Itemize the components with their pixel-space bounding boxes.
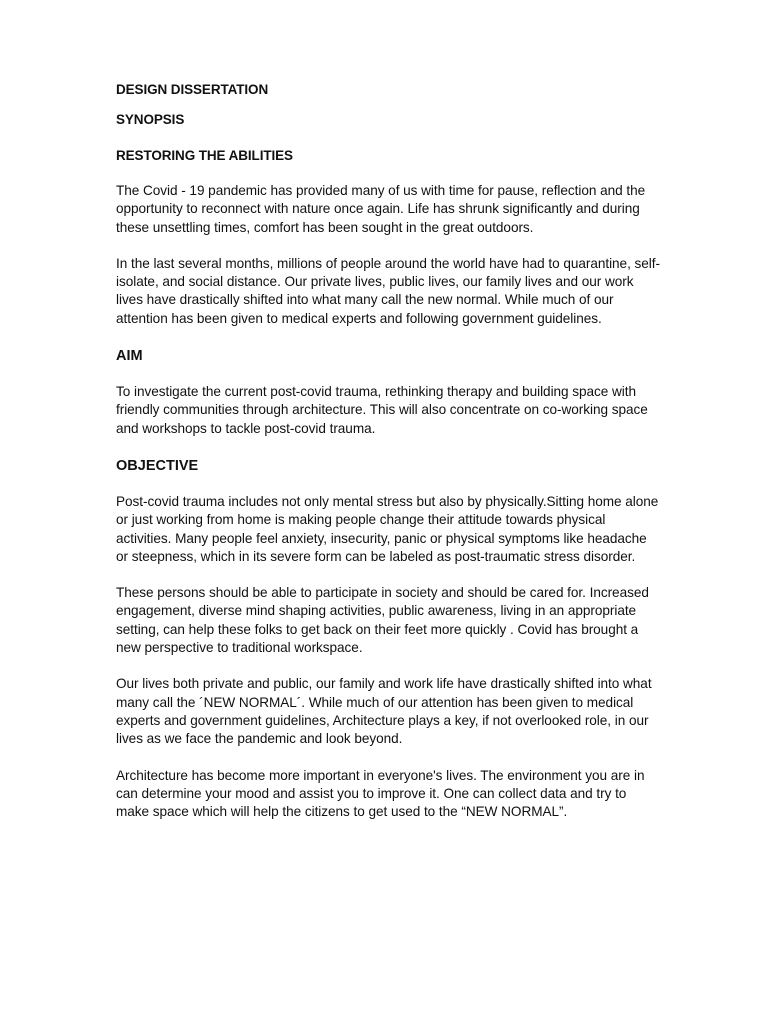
objective-paragraph: Post-covid trauma includes not only mental stress but also by physically.Sitting home alone or just working from home is making people change their attitude towards physical activities. Many people feel anxiety, insecurity, panic or physical symptoms like headache or steepness, which in its severe form can be labeled as post-traumatic stress disorder.	[116, 493, 659, 564]
aim-heading: AIM	[116, 348, 143, 365]
section-title: RESTORING THE ABILITIES	[116, 148, 293, 163]
objective-paragraph: Architecture has become more important in everyone's lives. The environment you are in can determine your mood and assist you to improve it. One can collect data and try to make space which will help the citizens to get used to the “NEW NORMAL”.	[116, 767, 645, 820]
document-title: DESIGN DISSERTATION	[116, 82, 269, 97]
objective-paragraph: Our lives both private and public, our family and work life have drastically shifted into what many call the ´NEW NORMAL´. While much of our attention has been given to medical experts and government guidelines, Architecture plays a key, if not overlooked role, in our lives as we face the pandemic and look beyond.	[116, 676, 652, 747]
intro-paragraph: The Covid - 19 pandemic has provided many of us with time for pause, reflection and the opportunity to reconnect with nature once again. Life has shrunk significantly and during these unsettling times, comfort has been sought in the great outdoors.	[116, 183, 646, 235]
objective-paragraph: These persons should be able to participate in society and should be cared for. Increased engagement, diverse mind shaping activities, public awareness, living in an appropriate setting, can help these folks to get back on their feet more quickly . Covid has brought a new perspective to traditional workspace.	[116, 585, 649, 656]
objective-heading: OBJECTIVE	[116, 457, 199, 474]
document-page	[116, 82, 661, 821]
aim-paragraph: To investigate the current post-covid trauma, rethinking therapy and building space with friendly communities through architecture. This will also concentrate on co-working space and workshops to tackle post-covid trauma.	[116, 384, 648, 436]
intro-paragraph: In the last several months, millions of people around the world have had to quarantine, self-isolate, and social distance. Our private lives, public lives, our family lives and our work lives have drastically shifted into what many call the new normal. While much of our attention has been given to medical experts and following government guidelines.	[116, 255, 660, 326]
document-subtitle: SYNOPSIS	[116, 112, 185, 127]
